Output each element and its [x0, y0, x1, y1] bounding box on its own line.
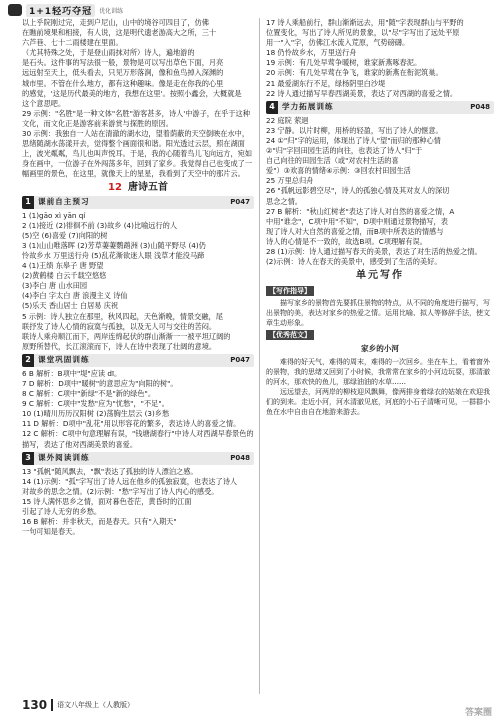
essay-title: 家乡的小河	[361, 344, 399, 354]
section-title: 课外阅读训练	[38, 453, 90, 463]
answer-line: 联抒发了诗人心情的寂寞与孤独，以及无人可与交往的苦闷。	[22, 321, 217, 331]
left-column	[22, 18, 254, 537]
answer-line: 14 (1)示例："孤"字写出了诗人远在他乡的孤独寂寞，也表达了诗人	[22, 476, 238, 486]
text-line: （尤其特殊之处，于是登山雨抹对所）诗人，遍地游的	[22, 48, 195, 58]
book-logo-icon	[8, 4, 22, 16]
answer-line: (2)黄鹤楼 白云千载空悠悠	[22, 271, 107, 281]
section-number: 2	[22, 354, 34, 367]
footer-separator	[51, 699, 53, 711]
answer-line: ②"归"字回田园生活的向往，也表达了诗人"归"于	[266, 146, 423, 156]
answer-line: 用一"入"字，仿佛江水流入荒原，气势磅礴。	[266, 38, 410, 48]
column-divider	[259, 18, 260, 694]
sample-essay-tag: 【优秀范文】	[266, 330, 314, 340]
answer-line: 28 (1)示例：诗人通过描写春天的美景，表达了对生活的热爱之情。	[266, 246, 482, 256]
answer-line: 2 (1)接近 (2)徘徊不前 (3)故乡 (4)比喻远行的人	[22, 220, 178, 230]
answer-line: 4 (1)王绩 东皋子 唐 野望	[22, 261, 104, 271]
section-page: P047	[230, 356, 250, 365]
answer-line: (2)示例：诗人在春天的美景中，感受到了生活的美好。	[266, 257, 442, 267]
section-header-4	[266, 101, 494, 114]
text-line: 以上乎院刚过完，走到户尼山，山中的境谷可四目了，仿佛	[22, 18, 209, 27]
answer-line: 一句可知是春天。	[22, 527, 80, 537]
answer-line: 10 (1)晴川历历汉阳树 (2)荡胸生层云 (3)乡愁	[22, 409, 170, 419]
section-number: 1	[22, 196, 34, 209]
answer-line: 26 "孤帆远影碧空尽"，诗人的孤独心情及其对友人的深切	[266, 186, 450, 196]
answer-line: 1 (1)gāo xì yān qí	[22, 210, 86, 220]
brand-logo: 1+1轻巧夺冠	[26, 4, 95, 17]
section-number: 3	[22, 452, 34, 465]
answer-line: 15 诗人满怀思乡之情，面对暮色苍茫，黄昏时的江面	[22, 496, 192, 506]
section-4-answers	[266, 116, 494, 267]
answer-block-top	[22, 18, 254, 109]
text-line: 六芦巷、七十二雨楼建在里面。	[22, 38, 123, 48]
section-title: 学力拓展训练	[282, 102, 334, 112]
page-footer	[22, 698, 134, 712]
section-page: P048	[230, 454, 250, 463]
right-column	[266, 18, 494, 417]
section-header-1	[22, 196, 254, 209]
answer-line: 自己向往的田园生活（或"对农村生活的喜	[266, 156, 399, 166]
answer-line: 22 诗人通过描写早春西湖美景，表达了对西湖的喜爱之情。	[266, 88, 458, 98]
text-line: 的感觉，'这是历代最美的地方，我想在这里'。按照小鑫会，大概就是	[22, 88, 242, 98]
page-number: 130	[22, 698, 48, 712]
answer-line: 7 D 解析：D项中"暖树"的意思应为"向阳的树"。	[22, 379, 178, 388]
lesson-name: 唐诗五首	[127, 181, 168, 193]
answer-29: 29 示例："名胜"是一种文体"名胜"游客甚多，诗人'中游子，在乎于这种文化，而文化正是游客前来游赏与探胜的原因。	[22, 108, 250, 128]
answer-line: 13 "孤帆"随风飘去，"飘"表达了孤独的诗人漂泊之感。	[22, 466, 198, 476]
answer-line: 怜故乡水 万里送行舟 (5)乱花渐欲迷人眼 浅草才能没马蹄	[22, 250, 205, 260]
section-number: 4	[266, 101, 278, 114]
essay-paragraph: 远远望去，河两岸的柳枝迎风飘舞，像两排身着绿衣的姑娘在欢迎我们的到来。走近小河，河水清澈见底，河底的小石子清晰可见，一群群小鱼在水中自由自在地游来游去。	[266, 387, 490, 416]
writing-guide-tag: 【写作指导】	[266, 286, 314, 296]
answer-line: 联诗人乘舟顺江而下，两岸连绵起伏的群山渐渐一一被平坦辽阔的	[22, 331, 231, 341]
answer-line: 25 万里总归舟	[266, 176, 314, 186]
unit-writing-title: 单元写作	[356, 270, 404, 282]
answer-line: 原野所替代，长江滚滚而下，诗人在诗中表现了壮阔的意境。	[22, 341, 217, 351]
answer-line: 中用"谁念"，C项中用"不知"，D项中则通过景物描写，表	[266, 216, 448, 226]
text-line: 城市里。不管在什么地方，都有这种趣味。像是走在你我的心里	[22, 78, 224, 88]
section-page: P048	[470, 103, 490, 112]
answer-line: 20 示例：有几处早莺在争飞，谁家的新燕在衔泥筑巢。	[266, 68, 443, 78]
answer-line: 19 示例：有几处早莺争暖树，谁家新燕啄春泥。	[266, 58, 422, 68]
answer-line: 27 B 解析："秋山红树老"表达了诗人对自然的喜爱之情，A	[266, 206, 455, 216]
answer-line: 9 C 解析：C项中"发愁"应为"忧愁"，"不足"。	[22, 399, 169, 409]
lesson-number: 12	[108, 181, 122, 193]
section-2-answers	[22, 369, 254, 450]
text-line: 这个意思吧。	[22, 98, 66, 108]
section-header-3	[22, 452, 254, 465]
answer-line: 23 宁静。以片时柳，用桥的轻盈，写出了诗人的惬意。	[266, 125, 443, 135]
section-page: P047	[230, 198, 250, 207]
text-line: 是石头。这件事的写法很一般，景物是可以写出草色下面，月亮	[22, 58, 224, 68]
answer-line: 3 (1)山山唯落晖 (2)芳草萋萋鹦鹉洲 (3)山随平野尽 (4)仍	[22, 240, 206, 250]
answer-line: 18 仍怜故乡水，万里送行舟	[266, 48, 357, 58]
answer-line: 6 B 解析：B项中"堤"应读 dī。	[22, 368, 122, 378]
answer-line: 爱"）③欢喜的情绪④示例：③回农村田园生活	[266, 166, 411, 176]
answer-line: 21 最爱湖东行不足，绿杨阴里白沙堤	[266, 78, 386, 88]
answer-line: 11 D 解析：D项中"乱花"用以形容花的繁多，表达诗人的喜爱之情。	[22, 419, 241, 429]
lesson-title	[22, 183, 254, 193]
answer-line: 5 示例：诗人独立在那里，秋风四起，天色渐晚，情景交融，尾	[22, 311, 223, 321]
essay-paragraph: 难得的好天气，难得的周末，难得的一次回乡。坐在车上，看着窗外的景物，我的思绪又回到了小时候，我常常在家乡的小河边玩耍，那清澈的河水，那欢快的鱼儿，那绿油油的水草……	[266, 357, 490, 386]
writing-guide-text: 描写家乡的景物首先要抓住景物的特点，从不同的角度进行描写，写出景物的美，表达对家乡的热爱之情。运用比喻、拟人等修辞手法，使文章生动形象。	[266, 299, 490, 328]
text-line: 远远射至天上，低头看去，只见万形落涧，像和鱼鸟掉入深渊的	[22, 68, 224, 78]
answer-line: (5)乐天 香山居士 白居易 庆祝	[22, 301, 119, 311]
text-line: 在瞧前境果和相接，有人说，这是明代遗老游高大之所，三十	[22, 28, 217, 38]
answer-line: 17 诗人乘船前行，群山渐渐远去，用"随"字表现群山与平野的	[266, 18, 464, 27]
section-title: 课堂巩固训练	[38, 355, 90, 365]
section-header-2	[22, 354, 254, 367]
page-header	[8, 3, 492, 17]
answer-line: 诗人的心情是不一致的，故选B项。C项理解有误。	[266, 236, 427, 246]
answer-line: (4)李白 字太白 唐 浪漫主义 诗仙	[22, 291, 128, 301]
watermark: 答案圈	[464, 708, 492, 718]
answer-line: 思念之情。	[266, 196, 302, 206]
book-info: 语文八年级上（人教版）	[57, 701, 135, 709]
section-1-answers	[22, 211, 254, 352]
answer-line: 24 ①"归"字的运用，体现出了诗人"望"而归的那种心情	[266, 135, 441, 145]
section-3-answers	[22, 467, 254, 538]
section-title: 课前自主预习	[38, 197, 90, 207]
answer-line: 12 C 解析：C项中句意理解有误，"钱塘湖春行"中诗人对西湖早春景色的描写，表达了他对西湖美景的喜爱。	[22, 429, 254, 449]
answer-line: (3)李白 唐 山水田园	[22, 281, 88, 291]
answer-line: 22 庭院 萦迴	[266, 115, 309, 125]
answers-continued	[266, 18, 494, 99]
answer-line: 8 C 解析：C项中"新绿"不是"新的绿色"。	[22, 389, 156, 399]
answer-30: 30 示例：我独自一人站在清澈的湖水边，望着荫蔽的天空倒映在水中，思绪随湖水荡漾开去，觉得整个画面很和谐。阳光透过云层，照在湖面上，波光粼粼，鸟儿也叫声悦耳。于是，我的心随着鸟儿飞向远方，宛如身在画中，一位游子在外闯荡多年，回到了家乡。我觉得自己也变成了一幅画里的景色，在这里，就像天上的星星，我看到了天空中的那片云。	[22, 129, 253, 179]
answer-line: 引起了诗人无穷的乡愁。	[22, 507, 102, 517]
answer-line: 现了诗人对大自然的喜爱之情，而B项中所表达的情感与	[266, 226, 444, 236]
answer-line: (5)空 (6)喜爱 (7)向阳的树	[22, 230, 108, 240]
answer-line: 对故乡的思念之情。(2)示例："愁"字写出了诗人内心的感受。	[22, 486, 219, 496]
answer-line: 16 B 解析：并非秋天，而是春天。只有"入期天"	[22, 517, 177, 527]
brand-subtitle: 优化训练	[99, 7, 124, 15]
answer-line: 位置变化，写出了诗人所见的景象，以"尽"字写出了远处平原	[266, 28, 460, 38]
